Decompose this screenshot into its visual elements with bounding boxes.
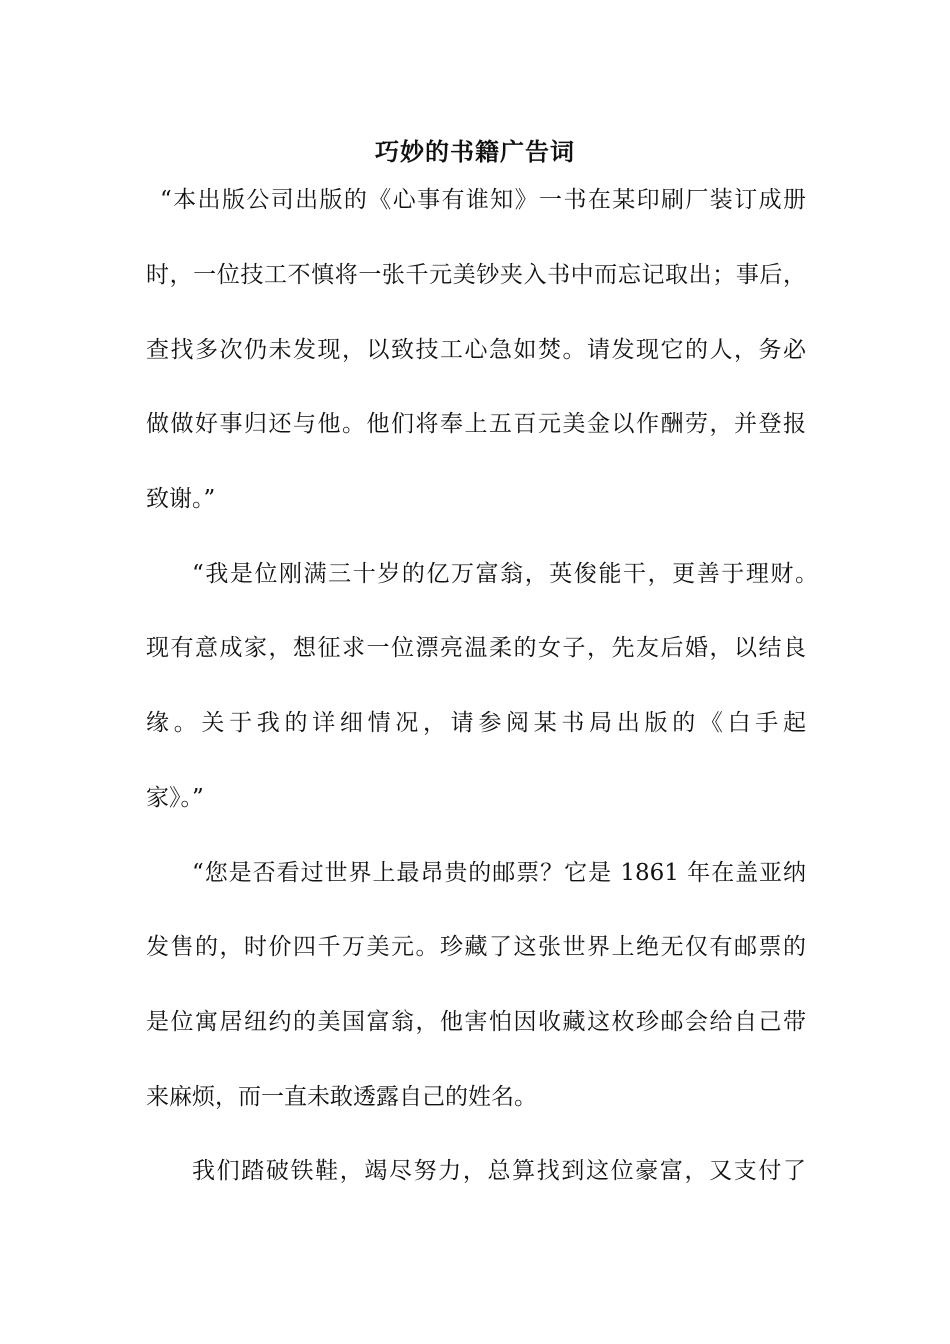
text-line: 发售的，时价四千万美元。珍藏了这张世界上绝无仅有邮票的 xyxy=(146,934,806,960)
text-line: 致谢。” xyxy=(146,486,216,512)
text-line: “您是否看过世界上最昂贵的邮票？它是 1861 年在盖亚纳 xyxy=(192,860,806,886)
text-line: 是位寓居纽约的美国富翁，他害怕因收藏这枚珍邮会给自己带 xyxy=(146,1009,806,1035)
text-line: “本出版公司出版的《心事有谁知》一书在某印刷厂装订成册 xyxy=(160,187,806,213)
text-line: 时，一位技工不慎将一张千元美钞夹入书中而忘记取出；事后， xyxy=(146,262,806,288)
text-line: 缘。关于我的详细情况，请参阅某书局出版的《白手起 xyxy=(146,710,806,736)
text-line: 来麻烦，而一直未敢透露自己的姓名。 xyxy=(146,1084,537,1110)
text-line: 做做好事归还与他。他们将奉上五百元美金以作酬劳，并登报 xyxy=(146,411,806,437)
document-title: 巧妙的书籍广告词 xyxy=(375,137,575,166)
text-line: 现有意成家，想征求一位漂亮温柔的女子，先友后婚，以结良 xyxy=(146,635,806,661)
text-line: 查找多次仍未发现，以致技工心急如焚。请发现它的人，务必 xyxy=(146,337,806,363)
text-line: 家》。” xyxy=(146,785,204,811)
text-line: “我是位刚满三十岁的亿万富翁，英俊能干，更善于理财。 xyxy=(192,561,818,587)
text-line: 我们踏破铁鞋，竭尽努力，总算找到这位豪富，又支付了 xyxy=(192,1158,806,1184)
